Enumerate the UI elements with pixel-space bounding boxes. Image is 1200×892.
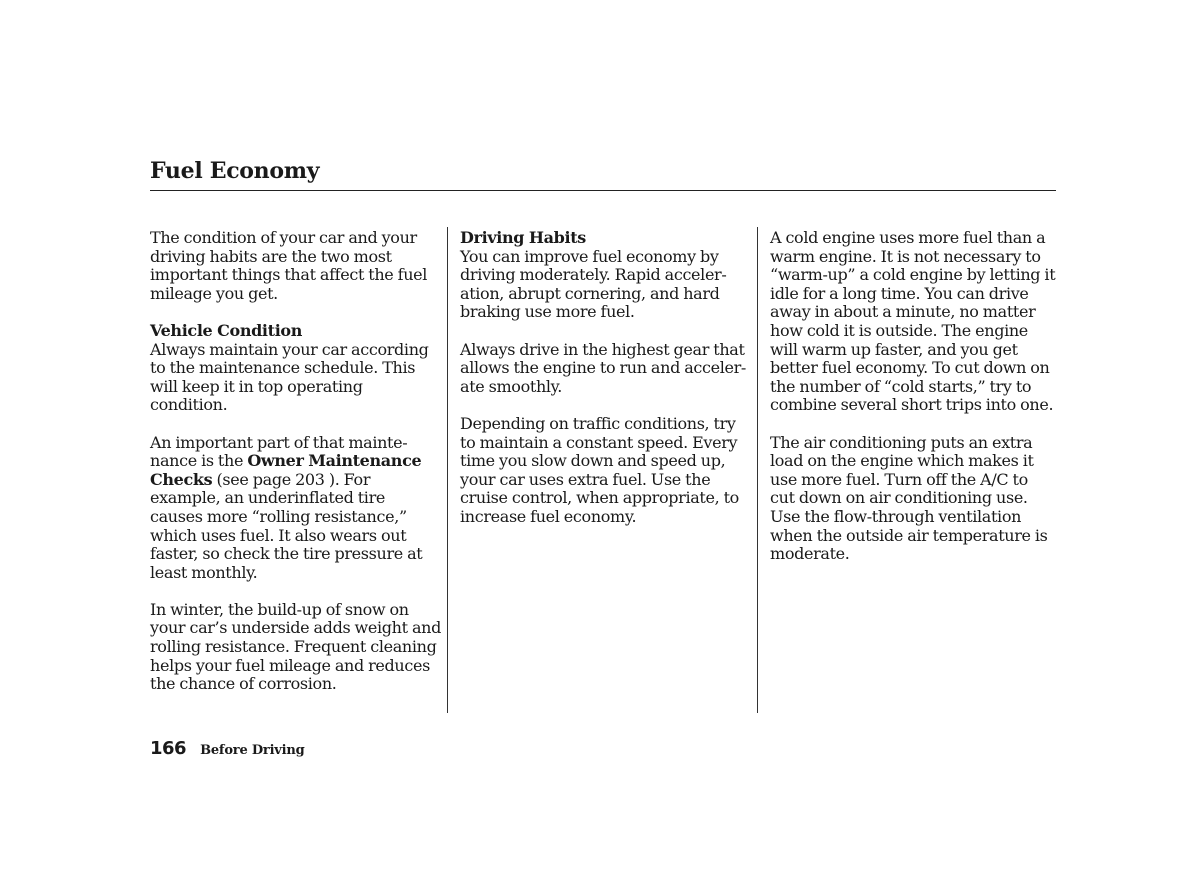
- vehicle-condition-paragraph: Always maintain your car according to the maintenance schedule. This will keep it in top operating condition.: [150, 339, 429, 415]
- column-middle: [460, 229, 752, 545]
- driving-habits-heading: Driving Habits: [460, 228, 586, 247]
- column-left: [150, 229, 442, 712]
- page-title: Fuel Economy: [150, 158, 320, 184]
- column-divider-1: [447, 227, 448, 713]
- cold-engine-paragraph: A cold engine uses more fuel than a warm engine. It is not necessary to “warm-up” a cold engine by letting it idle for a long time. You can drive away in about a minute, no matter how cold it is outside. The engine will warm up faster, and you get better fuel economy. To cut down on the number of “cold starts,” try to combine several short trips into one.: [770, 228, 1056, 415]
- driving-habits-paragraph: You can improve fuel economy by driving moderately. Rapid acceler- ation, abrupt cornering, and hard braking use more fuel.: [460, 246, 727, 322]
- air-conditioning-paragraph: The air conditioning puts an extra load on the engine which makes it use more fuel. Turn off the A/C to cut down on air conditioning use. Use the flow-through ventilation when the outside air temperature is moderate.: [770, 432, 1048, 564]
- checks-bold: Checks: [150, 469, 213, 489]
- page-number: 166: [150, 738, 187, 759]
- column-divider-2: [757, 227, 758, 713]
- highest-gear-paragraph: Always drive in the highest gear that allows the engine to run and acceler- ate smoothly.: [460, 339, 746, 396]
- intro-paragraph: The condition of your car and your driving habits are the two most important things that affect the fuel mileage you get.: [150, 228, 428, 303]
- title-divider: [150, 190, 1056, 191]
- owner-maintenance-bold: Owner Maintenance: [247, 451, 422, 471]
- page-footer: [150, 738, 305, 762]
- vehicle-condition-heading: Vehicle Condition: [150, 320, 303, 340]
- owner-checks-text-start: An important part of that mainte- nance is the: [150, 432, 408, 471]
- section-name: Before Driving: [200, 743, 305, 758]
- constant-speed-paragraph: Depending on traffic conditions, try to maintain a constant speed. Every time you slow down and speed up, your car uses extra fuel. Use the cruise control, when appropriate, to increase fuel economy.: [460, 413, 739, 526]
- owner-checks-text-end: (see page 203 ). For example, an underinflated tire causes more “rolling resistance,” which uses fuel. It also wears out faster, so check the tire pressure at least monthly.: [150, 469, 423, 582]
- winter-paragraph: In winter, the build-up of snow on your car’s underside adds weight and rolling resistance. Frequent cleaning helps your fuel mileage and reduces the chance of corrosion.: [150, 599, 441, 694]
- column-right: [770, 229, 1062, 582]
- owner-checks-paragraph: [150, 434, 442, 583]
